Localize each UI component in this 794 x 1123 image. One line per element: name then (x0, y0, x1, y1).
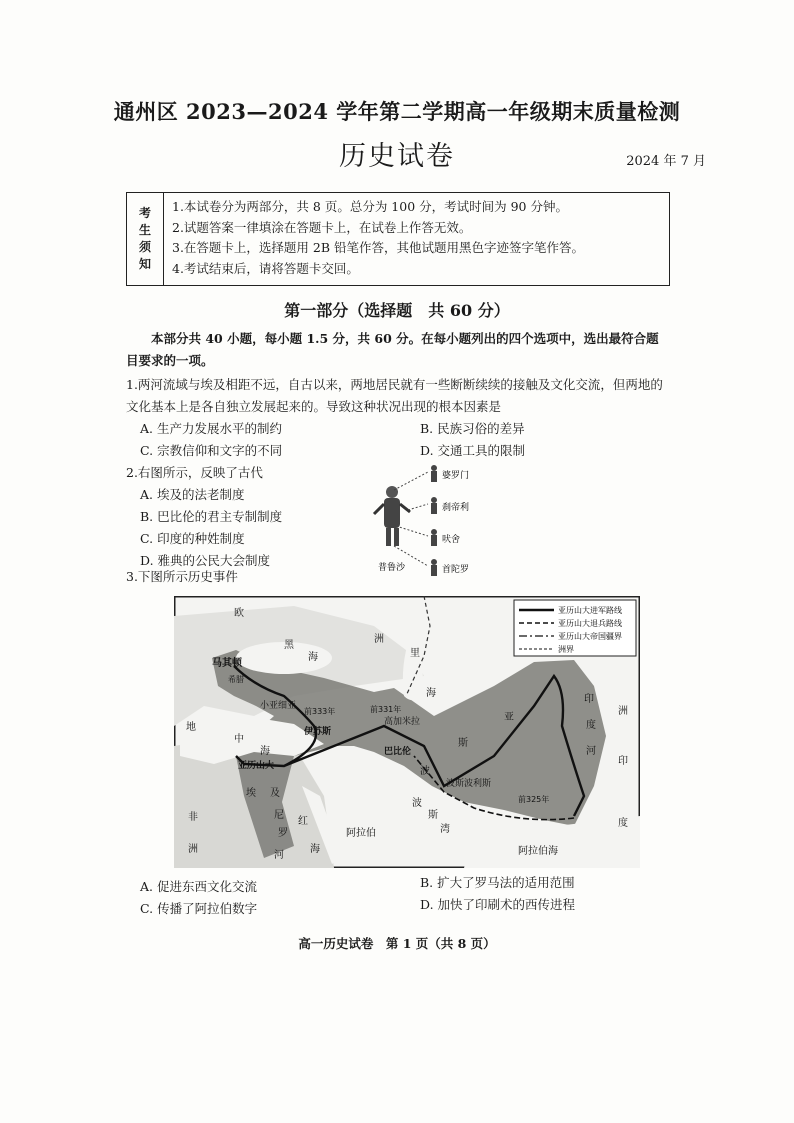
map-label: 亚 (504, 712, 514, 723)
exam-subtitle: 历史试卷 (339, 141, 455, 172)
purusha-figure (374, 486, 410, 546)
exam-date: 2024 年 7 月 (626, 154, 706, 169)
map-label: 中 (234, 734, 244, 745)
notice-item: 4.考试结束后，请将答题卡交回。 (172, 260, 359, 276)
part1-instruction: 本部分共 40 小题，每小题 1.5 分，共 60 分。在每小题列出的四个选项中，选出最符合题目要求的一项。 (126, 331, 659, 368)
caste-brahmin: 婆罗门 (442, 471, 470, 481)
map-label: 巴比伦 (384, 747, 412, 757)
q2-stem: 2.右图所示，反映了古代 (126, 465, 263, 480)
map-label: 度 (586, 720, 596, 731)
notice-label-char: 生 (138, 223, 151, 237)
map-label: 波斯波利斯 (446, 779, 492, 789)
map-label: 尼 (274, 810, 284, 821)
map-label: 阿拉伯 (346, 828, 376, 839)
page-footer: 高一历史试卷 第 1 页（共 8 页） (298, 936, 496, 951)
q3-option-c: C. 传播了阿拉伯数字 (140, 901, 258, 916)
notice-item: 2.试题答案一律填涂在答题卡上，在试卷上作答无效。 (172, 219, 472, 235)
legend-retreat: 亚历山大退兵路线 (558, 619, 622, 628)
map-label: 洲 (374, 634, 384, 645)
map-label: 斯 (428, 810, 438, 821)
q2-option-a: A. 埃及的法老制度 (140, 487, 245, 502)
map-label: 欧 (234, 608, 244, 619)
map-label: 波 (420, 766, 430, 777)
map-label: 前331年 (370, 705, 402, 714)
q1-option-d: D. 交通工具的限制 (420, 443, 526, 458)
alexander-map (174, 596, 640, 868)
notice-label-char: 知 (138, 257, 151, 271)
notice-items (164, 193, 669, 285)
map-label: 印 (584, 694, 594, 705)
map-label: 洲 (618, 706, 628, 717)
map-label: 印 (618, 756, 628, 767)
map-label: 湾 (440, 824, 450, 835)
map-label: 非 (188, 812, 198, 823)
caste-figure (370, 460, 480, 580)
map-label: 里 (410, 648, 420, 659)
q3-option-a: A. 促进东西文化交流 (140, 879, 257, 894)
map-label: 度 (618, 818, 628, 829)
caste-person-icons (431, 465, 437, 576)
notice-box (126, 192, 670, 286)
map-label: 亚历山大 (238, 761, 275, 771)
map-label: 洲 (188, 844, 198, 855)
map-label: 马其顿 (212, 658, 242, 669)
map-label: 黑 (284, 640, 294, 651)
purusha-label: 普鲁沙 (378, 563, 406, 573)
map-label: 埃 (246, 788, 256, 799)
caste-kshatriya: 刹帝利 (442, 503, 470, 513)
q3-stem: 3.下图所示历史事件 (126, 569, 238, 584)
map-label: 罗 (278, 828, 288, 839)
legend-advance: 亚历山大进军路线 (558, 606, 622, 615)
map-label: 地 (186, 722, 196, 733)
part1-heading: 第一部分（选择题 共 60 分） (284, 301, 510, 320)
notice-label-char: 考 (138, 206, 151, 220)
caste-shudra: 首陀罗 (442, 565, 470, 575)
caste-vaishya: 吠舍 (442, 535, 461, 545)
map-label: 小亚细亚 (260, 701, 297, 711)
notice-item: 1.本试卷分为两部分，共 8 页。总分为 100 分，考试时间为 90 分钟。 (172, 199, 568, 214)
q2-option-d: D. 雅典的公民大会制度 (140, 553, 271, 568)
legend-border: 亚历山大帝国疆界 (558, 632, 622, 641)
q2-option-c: C. 印度的种姓制度 (140, 531, 245, 546)
map-label: 前325年 (518, 795, 550, 804)
q1-stem: 1.两河流域与埃及相距不远，自古以来，两地居民就有一些断断续续的接触及文化交流，但两地的文化基本上是各自独立发展起来的。导致这种状况出现的根本因素是 (126, 377, 663, 414)
map-label: 海 (260, 746, 270, 757)
notice-item: 3.在答题卡上，选择题用 2B 铅笔作答，其他试题用黑色字迹签字笔作答。 (172, 240, 585, 255)
map-label: 伊苏斯 (304, 727, 332, 737)
legend-continent: 洲界 (558, 645, 574, 654)
notice-label (127, 193, 164, 285)
map-label: 海 (310, 844, 320, 855)
map-label: 前333年 (304, 707, 336, 716)
map-label: 海 (308, 652, 318, 663)
q1-option-b: B. 民族习俗的差异 (420, 421, 525, 436)
q1-option-a: A. 生产力发展水平的制约 (140, 421, 282, 436)
map-label: 及 (270, 788, 280, 799)
map-label: 阿拉伯海 (518, 846, 558, 857)
q2-option-b: B. 巴比伦的君主专制制度 (140, 509, 283, 524)
map-label: 红 (298, 816, 308, 827)
map-label: 海 (426, 688, 436, 699)
map-label: 斯 (458, 738, 468, 749)
map-label: 河 (274, 850, 284, 861)
q1-option-c: C. 宗教信仰和文字的不同 (140, 443, 283, 458)
q3-option-b: B. 扩大了罗马法的适用范围 (420, 875, 575, 890)
map-label: 高加米拉 (384, 717, 421, 727)
notice-label-char: 须 (138, 240, 151, 254)
map-label: 波 (412, 798, 422, 809)
map-label: 希腊 (228, 675, 244, 684)
map-label: 河 (586, 746, 596, 757)
q3-option-d: D. 加快了印刷术的西传进程 (420, 897, 576, 912)
exam-title: 通州区 2023—2024 学年第二学期高一年级期末质量检测 (113, 99, 681, 124)
